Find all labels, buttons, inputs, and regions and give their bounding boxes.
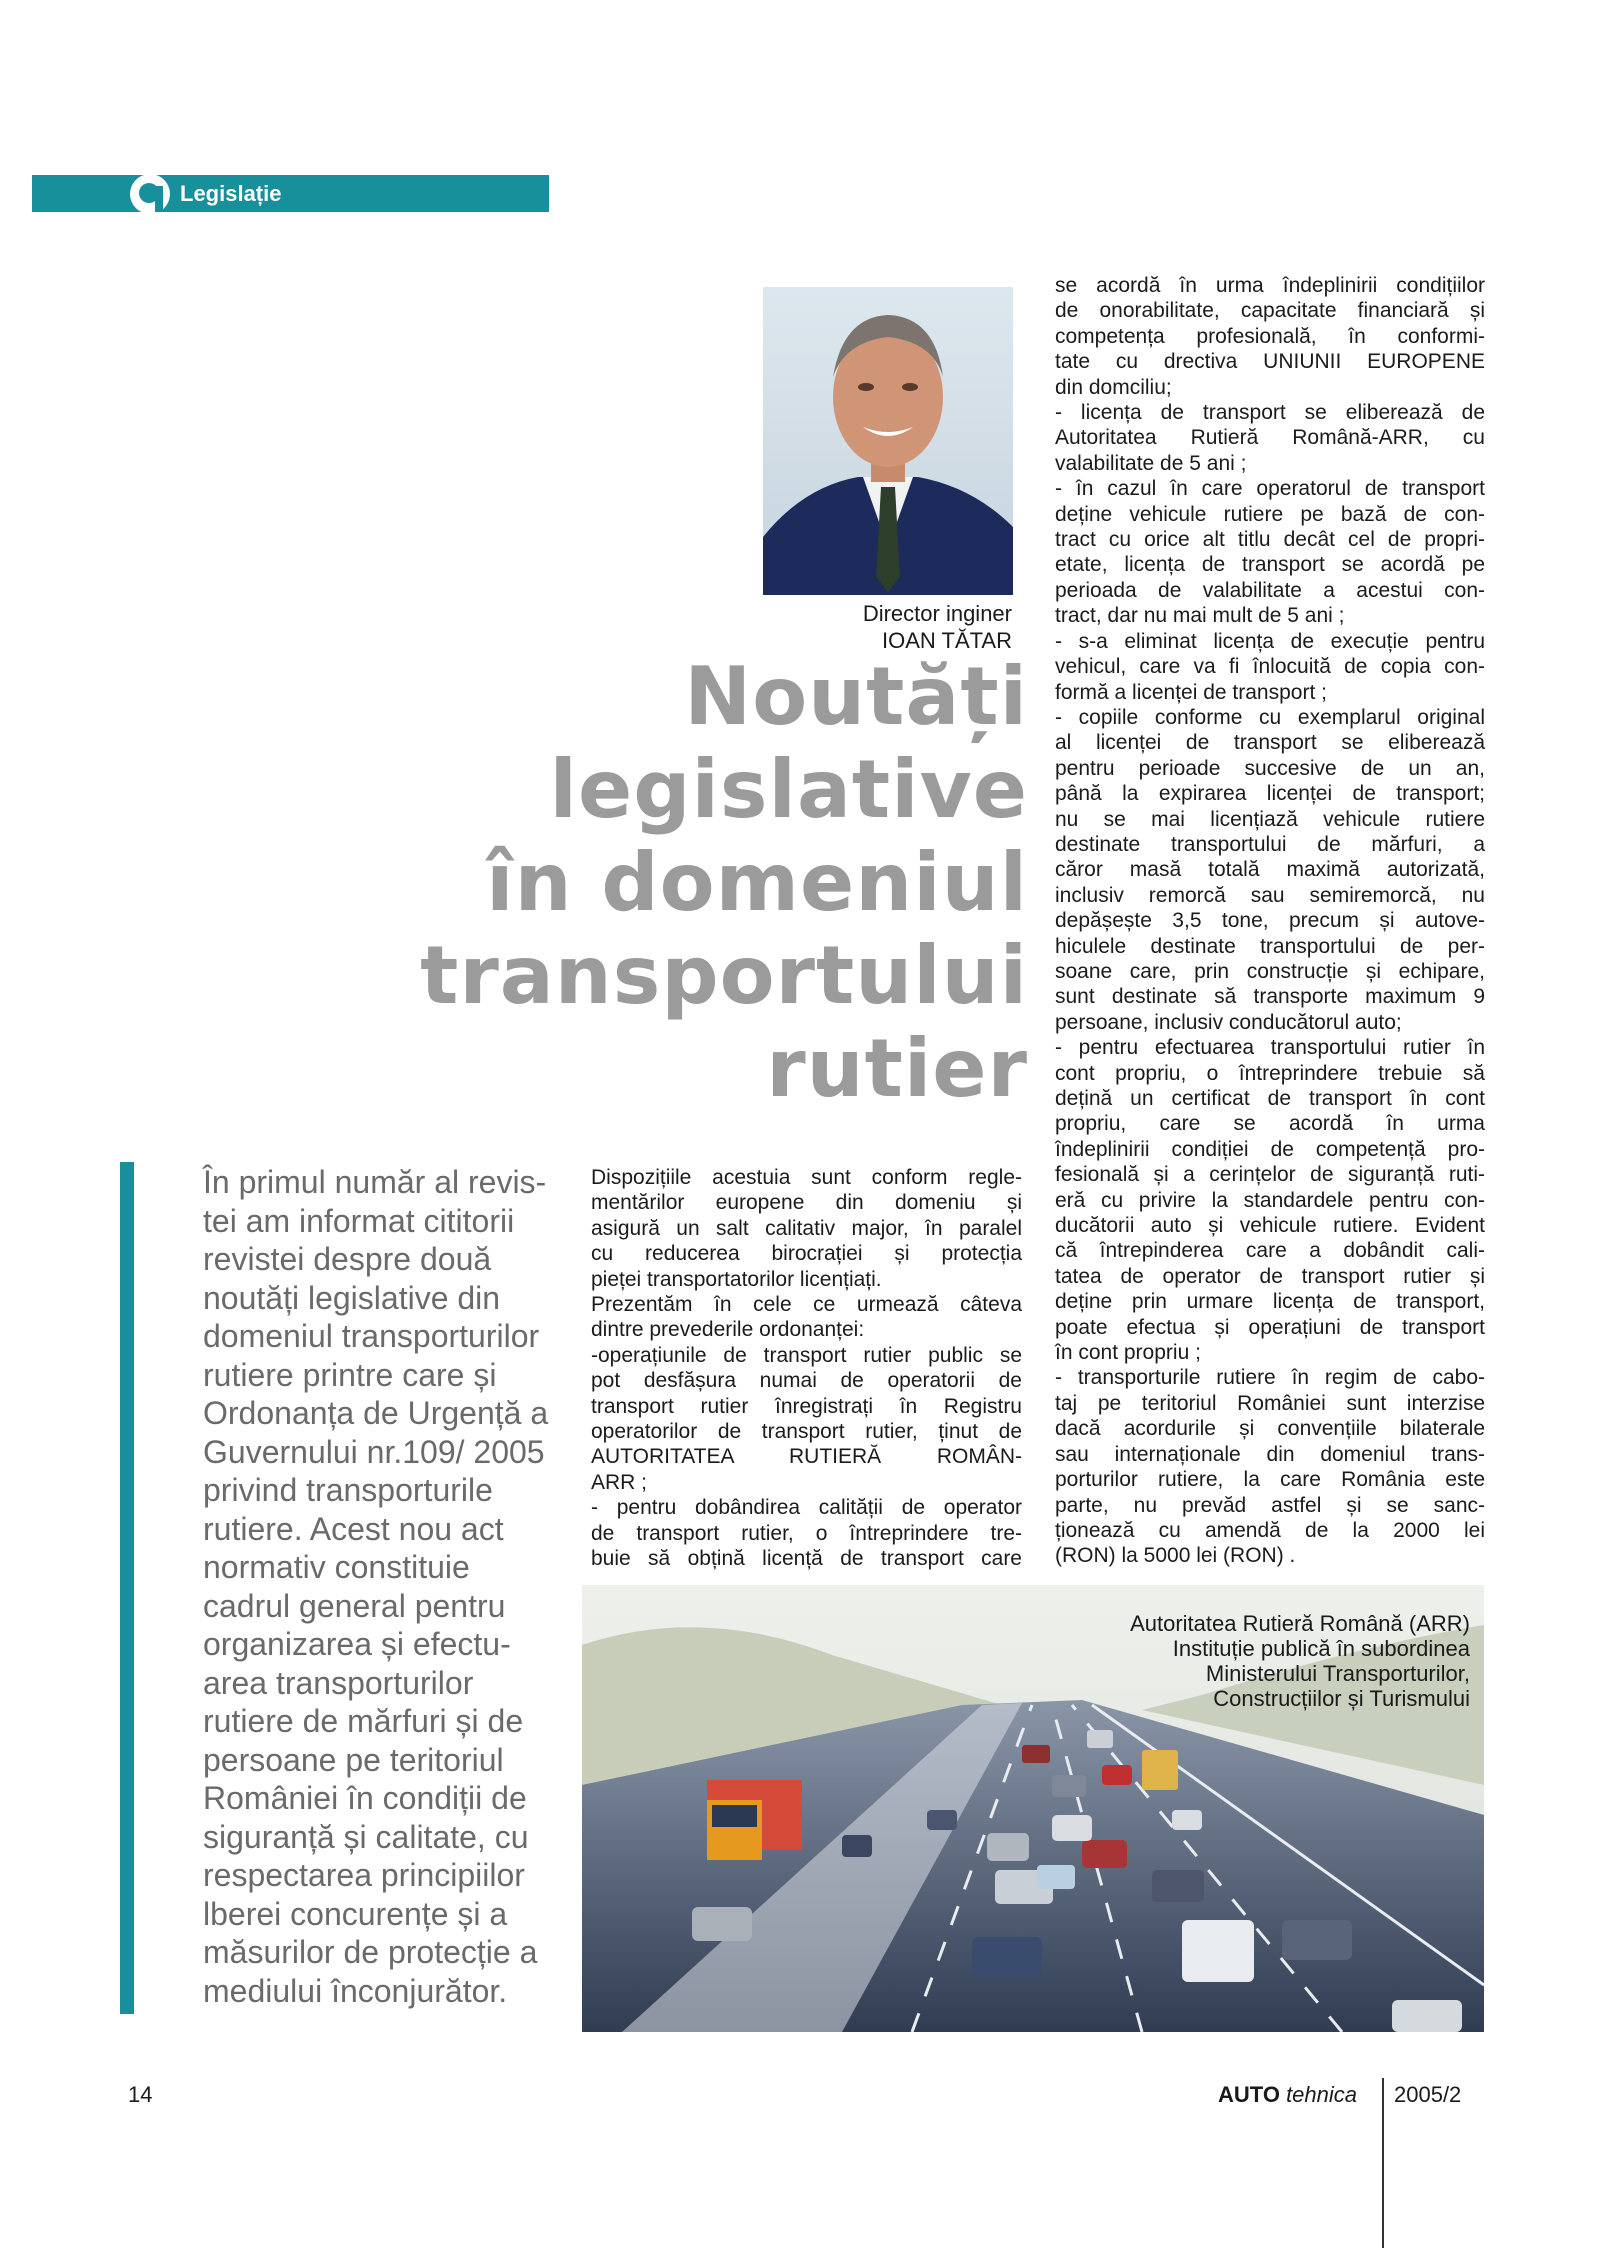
body-line: depășește 3,5 tone, precum și autove- — [1055, 909, 1485, 933]
section-label: Legislație — [180, 181, 282, 206]
body-line: de transport rutier, o întreprindere tre- — [591, 1521, 1022, 1545]
headline-line: în domeniul — [486, 836, 1028, 929]
body-line: ționează cu amendă de la 2000 lei — [1055, 1518, 1485, 1542]
body-line: competența profesională, în conformi- — [1055, 324, 1485, 348]
body-line: persoane, inclusiv conducătorul auto; — [1055, 1010, 1402, 1034]
portrait-caption-name: IOAN TĂTAR — [882, 628, 1012, 653]
body-line: tract cu orice alt titlu decât cel de propri- — [1055, 528, 1485, 552]
photo-caption-line: Instituție publică în subordinea — [1172, 1636, 1470, 1661]
article-headline — [280, 650, 1028, 1115]
lead-line: rutiere de mărfuri și de — [203, 1703, 524, 1739]
body-line: -operațiunile de transport rutier public se — [591, 1343, 1022, 1367]
photo-caption-line: Autoritatea Rutieră Română (ARR) — [1130, 1611, 1470, 1636]
body-line: (RON) la 5000 lei (RON) . — [1055, 1544, 1296, 1568]
body-line: - în cazul în care operatorul de transport — [1055, 477, 1485, 501]
magazine-name-italic: tehnica — [1286, 2082, 1358, 2107]
section-header-bar — [32, 175, 549, 212]
lead-line: privind transporturile — [203, 1472, 493, 1508]
body-line: propriu, care se acordă în urma — [1055, 1112, 1485, 1136]
lead-accent-bar — [120, 1162, 134, 2014]
headline-line: legislative — [549, 743, 1028, 836]
magazine-name-bold: AUTO — [1218, 2082, 1280, 2107]
body-line: cont propriu, o întreprindere trebuie să — [1055, 1061, 1485, 1085]
lead-line: Guvernului nr.109/ 2005 — [203, 1433, 545, 1470]
magazine-name — [1218, 2082, 1357, 2108]
body-line: eră cu privire la standardele pentru con- — [1055, 1188, 1485, 1212]
body-line: vehicul, care va fi înlocuită de copia con- — [1055, 655, 1485, 679]
body-line: transport rutier înregistrați în Registru — [591, 1394, 1022, 1418]
lead-line: mediului înconjurător. — [203, 1972, 508, 2009]
body-line: - transporturile rutiere în regim de cabo- — [1055, 1366, 1485, 1390]
body-line: soane care, prin construcție și echipare, — [1055, 959, 1485, 983]
lead-line: Ordonanța de Urgență a — [203, 1395, 549, 1431]
body-line: AUTORITATEA RUTIERĂ ROMÂN- — [591, 1445, 1022, 1469]
body-line: sau internaționale din domeniul trans- — [1055, 1442, 1485, 1466]
lead-line: rutiere. Acest nou act — [203, 1510, 504, 1547]
body-line: cu reducerea birocrației și protecția — [591, 1242, 1022, 1266]
body-line: se acordă în urma îndeplinirii condițiilor — [1055, 274, 1485, 297]
body-line: din domciliu; — [1055, 375, 1172, 399]
body-line: al licenței de transport se eliberează — [1055, 731, 1485, 755]
body-line: Dispozițiile acestuia sunt conform regle- — [591, 1166, 1022, 1189]
body-line: tate cu drectiva UNIUNII EUROPENE — [1055, 350, 1485, 374]
body-line: perioada de valabilitate a acestui con- — [1055, 578, 1485, 602]
body-line: tract, dar nu mai mult de 5 ani ; — [1055, 604, 1345, 628]
body-column-right — [1055, 273, 1485, 1569]
body-line: fesională și a cerințelor de siguranță ruti- — [1055, 1163, 1485, 1187]
body-line: căror masă totală maximă autorizată, — [1055, 858, 1485, 882]
body-line: Autoritatea Rutieră Română-ARR, cu — [1055, 426, 1485, 450]
body-line: ARR ; — [591, 1470, 648, 1494]
lead-line: organizarea și efectu- — [203, 1626, 511, 1662]
body-line: formă a licenței de transport ; — [1055, 680, 1327, 704]
body-line: asigură un salt calitativ major, în paralel — [591, 1216, 1022, 1240]
lead-line: În primul număr al revis- — [203, 1164, 547, 1200]
footer-divider — [1382, 2078, 1384, 2248]
portrait-photo — [763, 287, 1013, 595]
body-line: dintre prevederile ordonanței: — [591, 1318, 865, 1342]
body-line: Prezentăm în cele ce urmează câteva — [591, 1293, 1022, 1317]
body-line: în cont propriu ; — [1055, 1341, 1201, 1365]
lead-paragraph — [203, 1163, 568, 2010]
lead-line: noutăți legislative din — [203, 1279, 501, 1316]
body-line: deține vehicule rutiere pe bază de con- — [1055, 502, 1485, 526]
issue-number: 2005/2 — [1394, 2082, 1462, 2107]
body-line: etate, licența de transport se acordă pe — [1055, 553, 1485, 577]
body-line: parte, nu prevăd astfel și se sanc- — [1055, 1493, 1485, 1517]
body-line: destinate transportului de mărfuri, a — [1055, 832, 1485, 856]
body-line: operatorilor de transport rutier, ținut de — [591, 1420, 1022, 1444]
body-line: taj pe teritoriul României sunt interzise — [1055, 1391, 1485, 1415]
body-line: până la expirarea licenței de transport; — [1055, 782, 1485, 806]
body-line: porturilor rutiere, la care România este — [1055, 1468, 1485, 1492]
photo-caption — [1050, 1611, 1470, 1711]
body-line: - pentru dobândirea calității de operator — [591, 1496, 1022, 1520]
lead-line: tei am informat cititorii — [203, 1202, 515, 1239]
body-line: nu se mai licențiază vehicule rutiere — [1055, 807, 1485, 831]
lead-line: rutiere printre care și — [203, 1356, 497, 1393]
body-line: - copiile conforme cu exemplarul original — [1055, 705, 1485, 729]
photo-caption-line: Construcțiilor și Turismului — [1213, 1686, 1470, 1711]
body-line: ducătorii auto și vehicule rutiere. Evident — [1055, 1214, 1485, 1238]
body-line: tatea de operator de transport rutier și — [1055, 1264, 1485, 1288]
lead-line: lberei concurențe și a — [203, 1895, 508, 1932]
body-line: - s-a eliminat licența de execuție pentru — [1055, 629, 1485, 653]
headline-line: rutier — [766, 1022, 1028, 1115]
body-line: - pentru efectuarea transportului rutier în — [1055, 1036, 1485, 1060]
portrait-caption-title: Director inginer — [862, 601, 1012, 626]
body-line: dacă acordurile și convențiile bilaterale — [1055, 1417, 1485, 1441]
body-line: îndeplinirii condiției de competență pro- — [1055, 1137, 1485, 1161]
photo-caption-line: Ministerului Transporturilor, — [1205, 1661, 1470, 1686]
body-line: pieței transportatorilor licențiați. — [591, 1267, 882, 1291]
lead-line: României în condiții de — [203, 1780, 527, 1816]
body-line: pot desfășura numai de operatorii de — [591, 1369, 1022, 1393]
body-line: de onorabilitate, capacitate financiară și — [1055, 299, 1485, 323]
page-number: 14 — [128, 2082, 153, 2107]
portrait-caption — [720, 600, 1012, 654]
body-line: buie să obțină licență de transport care — [591, 1547, 1022, 1571]
lead-line: cadrul general pentru — [203, 1587, 506, 1624]
q-logo-icon — [128, 172, 172, 216]
lead-line: domeniul transporturilor — [203, 1318, 540, 1354]
headline-line: Noutăți — [684, 650, 1028, 743]
body-line: sunt destinate să transporte maximum 9 — [1055, 985, 1485, 1009]
lead-line: respectarea principiilor — [203, 1857, 525, 1893]
body-line: mentărilor europene din domeniu și — [591, 1191, 1022, 1215]
body-line: pentru perioade succesive de un an, — [1055, 756, 1485, 780]
body-line: poate efectua și operațiuni de transport — [1055, 1315, 1485, 1339]
body-line: deține prin urmare licența de transport, — [1055, 1290, 1485, 1314]
body-line: hiculele destinate transportului de per- — [1055, 934, 1485, 958]
lead-line: normativ constituie — [203, 1549, 470, 1585]
body-line: - licența de transport se eliberează de — [1055, 401, 1485, 425]
lead-line: area transporturilor — [203, 1664, 474, 1701]
lead-line: revistei despre două — [203, 1241, 492, 1277]
headline-line: transportului — [420, 929, 1028, 1022]
body-line: că întrepinderea care a dobândit cali- — [1055, 1239, 1485, 1263]
body-line: valabilitate de 5 ani ; — [1055, 451, 1247, 475]
body-line: inclusiv remorcă sau semiremorcă, nu — [1055, 883, 1485, 907]
body-column-middle — [591, 1165, 1022, 1572]
body-line: dețină un certificat de transport în cont — [1055, 1087, 1485, 1110]
lead-line: persoane pe teritoriul — [203, 1741, 504, 1778]
lead-line: măsurilor de protecție a — [203, 1934, 538, 1970]
lead-line: siguranță și calitate, cu — [203, 1818, 529, 1855]
